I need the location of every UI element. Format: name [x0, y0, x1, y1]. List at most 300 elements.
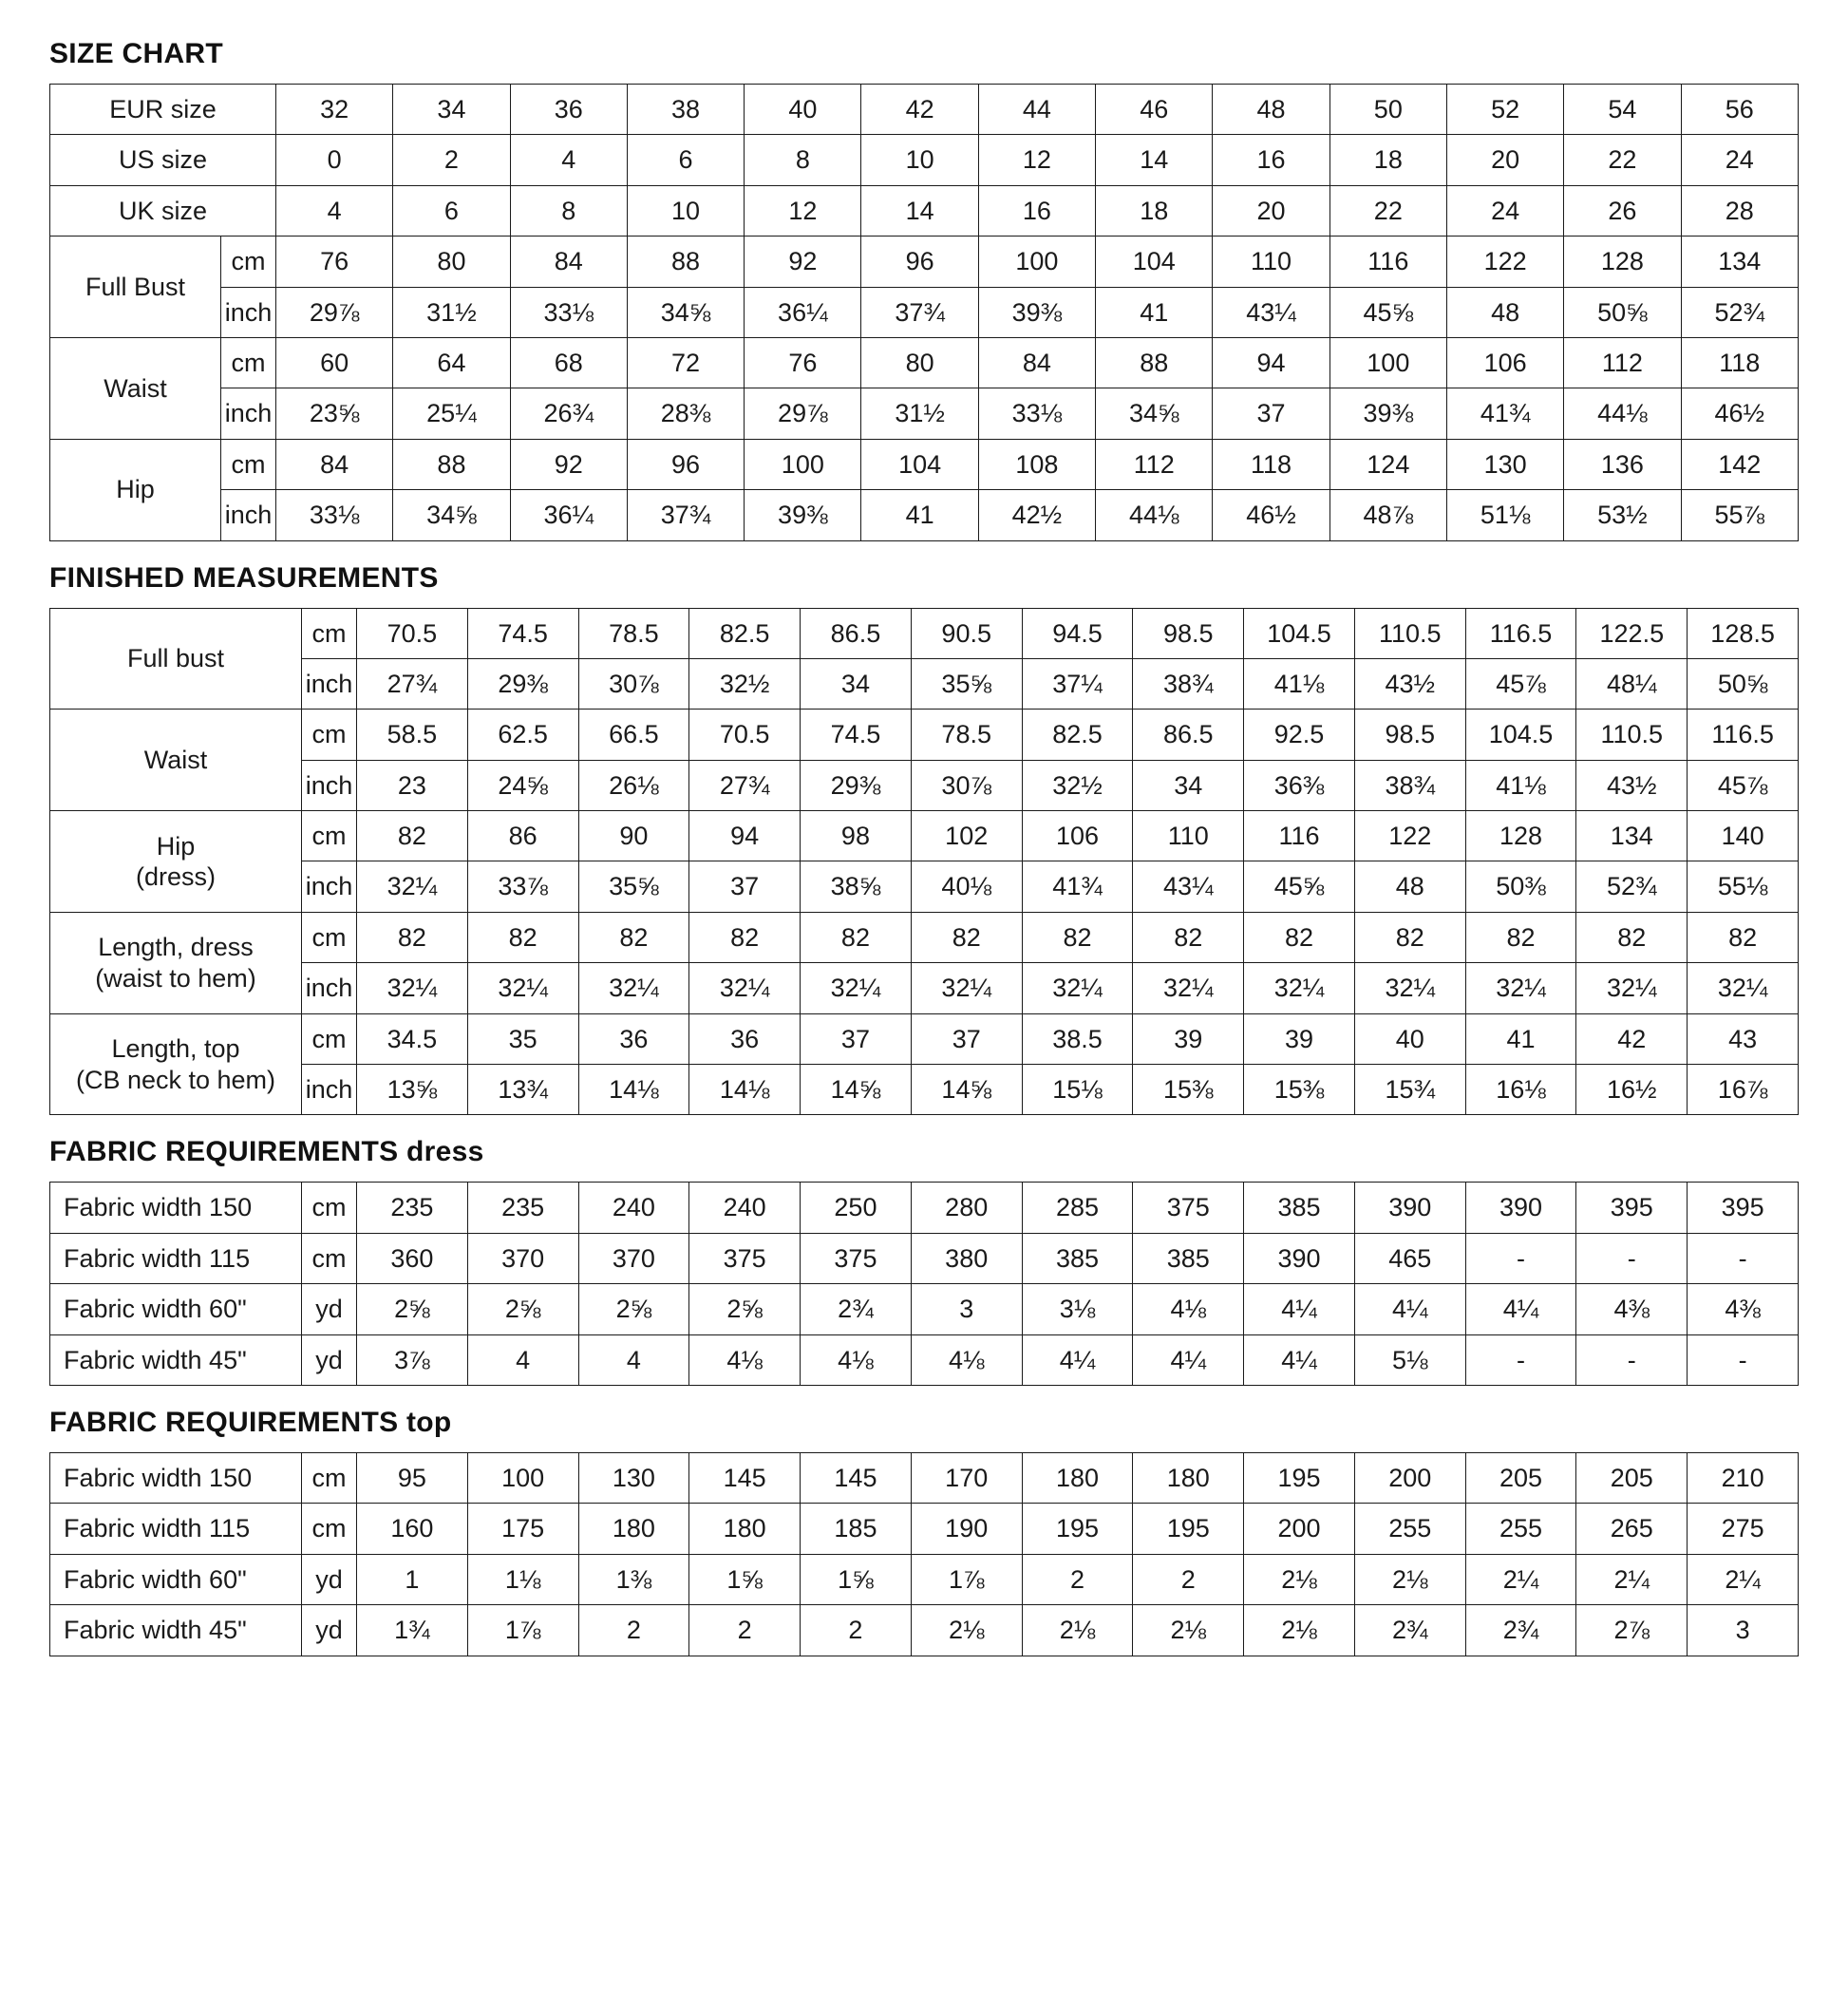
cell: 104.5 [1244, 608, 1355, 658]
cell: 40 [745, 85, 861, 135]
section-title-finished-measurements: FINISHED MEASUREMENTS [49, 561, 439, 594]
cell: 142 [1681, 439, 1798, 489]
table-row [50, 1233, 1799, 1283]
cell: 102 [911, 811, 1022, 861]
cell: 74.5 [801, 710, 912, 760]
cell: 2¼ [1688, 1554, 1799, 1604]
cell: 2⅝ [689, 1284, 801, 1334]
cell: 200 [1354, 1452, 1465, 1503]
cell: 24⅝ [467, 760, 578, 810]
section-title-fabric-top: FABRIC REQUIREMENTS top [49, 1406, 452, 1438]
cell: 82 [357, 912, 468, 962]
cell: 48 [1446, 287, 1563, 337]
cell: 39 [1244, 1013, 1355, 1064]
cell: 32¼ [1688, 963, 1799, 1013]
row-unit: cm [302, 912, 357, 962]
cell: 32¼ [1133, 963, 1244, 1013]
cell: 46 [1096, 85, 1213, 135]
row-unit: cm [221, 237, 276, 287]
cell: 210 [1688, 1452, 1799, 1503]
cell: 250 [801, 1183, 912, 1233]
cell: 116.5 [1688, 710, 1799, 760]
cell: 32¼ [1244, 963, 1355, 1013]
cell: - [1688, 1233, 1799, 1283]
cell: 80 [393, 237, 510, 287]
cell: 134 [1681, 237, 1798, 287]
cell: 52¾ [1576, 861, 1688, 912]
cell: 35 [467, 1013, 578, 1064]
cell: 1¾ [357, 1605, 468, 1656]
row-label: Waist [50, 337, 221, 439]
cell: 27¾ [689, 760, 801, 810]
cell: 31½ [393, 287, 510, 337]
cell: 39⅜ [745, 490, 861, 540]
cell: 86.5 [1133, 710, 1244, 760]
cell: 34 [801, 658, 912, 709]
table-row [50, 1065, 1799, 1115]
cell: 2 [1133, 1554, 1244, 1604]
cell: 112 [1564, 337, 1681, 388]
row-unit: cm [302, 811, 357, 861]
row-unit: inch [302, 1065, 357, 1115]
cell: 42 [861, 85, 978, 135]
cell: 130 [1446, 439, 1563, 489]
cell: 16⅛ [1465, 1065, 1576, 1115]
cell: 41 [1465, 1013, 1576, 1064]
table-row [50, 1013, 1799, 1064]
table-row [50, 185, 1799, 236]
cell: 28 [1681, 185, 1798, 236]
cell: 160 [357, 1504, 468, 1554]
cell: 100 [978, 237, 1095, 287]
cell: 390 [1354, 1183, 1465, 1233]
cell: 42½ [978, 490, 1095, 540]
cell: 23⅝ [276, 388, 393, 439]
cell: 110.5 [1576, 710, 1688, 760]
cell: 3⅛ [1022, 1284, 1133, 1334]
cell: 2 [689, 1605, 801, 1656]
row-unit: inch [302, 760, 357, 810]
cell: 275 [1688, 1504, 1799, 1554]
cell: 116 [1329, 237, 1446, 287]
cell: 34.5 [357, 1013, 468, 1064]
row-label: Fabric width 60" [50, 1284, 302, 1334]
cell: 32¼ [357, 963, 468, 1013]
cell: 39 [1133, 1013, 1244, 1064]
cell: 22 [1329, 185, 1446, 236]
cell: 32¼ [801, 963, 912, 1013]
row-unit: cm [302, 1013, 357, 1064]
row-unit: inch [302, 658, 357, 709]
cell: 96 [627, 439, 744, 489]
cell: 1⅛ [467, 1554, 578, 1604]
row-unit: yd [302, 1334, 357, 1385]
cell: 38.5 [1022, 1013, 1133, 1064]
cell: 30⅞ [578, 658, 689, 709]
cell: 39⅜ [978, 287, 1095, 337]
cell: 205 [1576, 1452, 1688, 1503]
row-label: Hip [50, 439, 221, 540]
cell: 34 [393, 85, 510, 135]
cell: 36¼ [745, 287, 861, 337]
row-label: Length, top (CB neck to hem) [50, 1013, 302, 1115]
cell: 32¼ [1022, 963, 1133, 1013]
cell: 55⅞ [1681, 490, 1798, 540]
cell: 23 [357, 760, 468, 810]
cell: 255 [1465, 1504, 1576, 1554]
cell: 43½ [1354, 658, 1465, 709]
cell: 118 [1681, 337, 1798, 388]
cell: 27¾ [357, 658, 468, 709]
cell: 185 [801, 1504, 912, 1554]
cell: 33⅞ [467, 861, 578, 912]
cell: 2¾ [1465, 1605, 1576, 1656]
cell: 370 [467, 1233, 578, 1283]
cell: 41 [861, 490, 978, 540]
cell: 82 [357, 811, 468, 861]
table-row [50, 135, 1799, 185]
cell: 360 [357, 1233, 468, 1283]
cell: 122.5 [1576, 608, 1688, 658]
cell: 40 [1354, 1013, 1465, 1064]
cell: 4⅛ [801, 1334, 912, 1385]
cell: 36⅜ [1244, 760, 1355, 810]
cell: 2¾ [1354, 1605, 1465, 1656]
cell: 50⅜ [1465, 861, 1576, 912]
table-fabric-top [49, 1452, 1799, 1656]
cell: 24 [1681, 135, 1798, 185]
row-unit: inch [221, 490, 276, 540]
cell: 44⅛ [1096, 490, 1213, 540]
cell: 82 [578, 912, 689, 962]
cell: 82.5 [1022, 710, 1133, 760]
row-unit: cm [302, 710, 357, 760]
table-row [50, 388, 1799, 439]
cell: 106 [1022, 811, 1133, 861]
cell: 2 [801, 1605, 912, 1656]
cell: 108 [978, 439, 1095, 489]
cell: 385 [1244, 1183, 1355, 1233]
cell: 15⅜ [1133, 1065, 1244, 1115]
cell: 2⅛ [1022, 1605, 1133, 1656]
cell: 46½ [1681, 388, 1798, 439]
cell: 4 [467, 1334, 578, 1385]
cell: 82 [1244, 912, 1355, 962]
cell: 94 [689, 811, 801, 861]
cell: 48 [1213, 85, 1329, 135]
row-unit: cm [221, 337, 276, 388]
cell: 3 [911, 1284, 1022, 1334]
cell: 41¾ [1022, 861, 1133, 912]
row-label: Waist [50, 710, 302, 811]
table-size-chart [49, 84, 1799, 541]
cell: 50 [1329, 85, 1446, 135]
cell: 2⅛ [1133, 1605, 1244, 1656]
cell: 4¼ [1244, 1334, 1355, 1385]
cell: 82 [1688, 912, 1799, 962]
cell: 78.5 [578, 608, 689, 658]
cell: 16⅞ [1688, 1065, 1799, 1115]
table-row [50, 760, 1799, 810]
cell: 94 [1213, 337, 1329, 388]
row-label: Fabric width 45" [50, 1605, 302, 1656]
cell: 100 [1329, 337, 1446, 388]
cell: 40⅛ [911, 861, 1022, 912]
cell: 22 [1564, 135, 1681, 185]
cell: 37¼ [1022, 658, 1133, 709]
cell: 32¼ [357, 861, 468, 912]
row-unit: inch [221, 388, 276, 439]
cell: 205 [1465, 1452, 1576, 1503]
cell: 14⅛ [689, 1065, 801, 1115]
cell: 20 [1446, 135, 1563, 185]
table-row [50, 439, 1799, 489]
cell: 240 [578, 1183, 689, 1233]
cell: 32¼ [689, 963, 801, 1013]
cell: 4 [578, 1334, 689, 1385]
row-label: Fabric width 150 [50, 1452, 302, 1503]
row-label: Fabric width 115 [50, 1233, 302, 1283]
cell: 82.5 [689, 608, 801, 658]
cell: 78.5 [911, 710, 1022, 760]
cell: 395 [1688, 1183, 1799, 1233]
cell: 82 [467, 912, 578, 962]
cell: 58.5 [357, 710, 468, 760]
cell: 15⅛ [1022, 1065, 1133, 1115]
cell: 4 [276, 185, 393, 236]
cell: 29⅞ [276, 287, 393, 337]
cell: 64 [393, 337, 510, 388]
cell: 265 [1576, 1504, 1688, 1554]
cell: 38¾ [1133, 658, 1244, 709]
cell: 140 [1688, 811, 1799, 861]
cell: 33⅛ [276, 490, 393, 540]
cell: 86 [467, 811, 578, 861]
cell: 2¼ [1465, 1554, 1576, 1604]
table-row [50, 861, 1799, 912]
cell: 96 [861, 237, 978, 287]
cell: 3 [1688, 1605, 1799, 1656]
cell: 70.5 [689, 710, 801, 760]
cell: 43 [1688, 1013, 1799, 1064]
cell: 14⅝ [801, 1065, 912, 1115]
cell: 4¼ [1022, 1334, 1133, 1385]
row-unit: cm [302, 608, 357, 658]
row-unit: cm [302, 1504, 357, 1554]
table-row [50, 1452, 1799, 1503]
row-label: Fabric width 115 [50, 1504, 302, 1554]
cell: 36 [510, 85, 627, 135]
cell: 24 [1446, 185, 1563, 236]
cell: 44 [978, 85, 1095, 135]
cell: 33⅛ [978, 388, 1095, 439]
cell: 32¼ [1576, 963, 1688, 1013]
cell: 32¼ [1465, 963, 1576, 1013]
cell: 390 [1244, 1233, 1355, 1283]
cell: 116 [1244, 811, 1355, 861]
cell: 32¼ [467, 963, 578, 1013]
cell: 15¾ [1354, 1065, 1465, 1115]
cell: 2⅛ [1244, 1605, 1355, 1656]
cell: 13¾ [467, 1065, 578, 1115]
cell: 32¼ [578, 963, 689, 1013]
cell: 2⅛ [1244, 1554, 1355, 1604]
cell: 190 [911, 1504, 1022, 1554]
row-unit: cm [302, 1233, 357, 1283]
cell: 1 [357, 1554, 468, 1604]
cell: 32¼ [911, 963, 1022, 1013]
cell: 195 [1244, 1452, 1355, 1503]
table-row [50, 490, 1799, 540]
section-title-size-chart: SIZE CHART [49, 38, 223, 69]
cell: 18 [1096, 185, 1213, 236]
cell: 255 [1354, 1504, 1465, 1554]
cell: 82 [689, 912, 801, 962]
row-unit: yd [302, 1605, 357, 1656]
cell: 235 [357, 1183, 468, 1233]
cell: 4⅛ [1133, 1284, 1244, 1334]
cell: 35⅝ [578, 861, 689, 912]
cell: - [1465, 1334, 1576, 1385]
cell: 385 [1133, 1233, 1244, 1283]
cell: 80 [861, 337, 978, 388]
cell: 70.5 [357, 608, 468, 658]
cell: 128.5 [1688, 608, 1799, 658]
cell: 26 [1564, 185, 1681, 236]
table-row [50, 1554, 1799, 1604]
cell: 82 [1022, 912, 1133, 962]
cell: 375 [801, 1233, 912, 1283]
cell: 95 [357, 1452, 468, 1503]
cell: 6 [393, 185, 510, 236]
cell: 37 [801, 1013, 912, 1064]
cell: 2⅝ [467, 1284, 578, 1334]
table-row [50, 1183, 1799, 1233]
section-size-chart [49, 38, 1799, 541]
section-fabric-requirements-top [49, 1407, 1799, 1656]
cell: 56 [1681, 85, 1798, 135]
cell: 4⅜ [1688, 1284, 1799, 1334]
cell: 375 [689, 1233, 801, 1283]
cell: 29⅜ [467, 658, 578, 709]
cell: 14⅝ [911, 1065, 1022, 1115]
cell: 92 [510, 439, 627, 489]
cell: 2¼ [1576, 1554, 1688, 1604]
cell: 110 [1133, 811, 1244, 861]
cell: 90.5 [911, 608, 1022, 658]
cell: 60 [276, 337, 393, 388]
cell: 45⅝ [1244, 861, 1355, 912]
cell: 4⅜ [1576, 1284, 1688, 1334]
cell: 51⅛ [1446, 490, 1563, 540]
row-unit: inch [302, 963, 357, 1013]
cell: 36¼ [510, 490, 627, 540]
cell: 15⅜ [1244, 1065, 1355, 1115]
cell: 50⅝ [1688, 658, 1799, 709]
cell: - [1576, 1233, 1688, 1283]
cell: 280 [911, 1183, 1022, 1233]
cell: 26⅛ [578, 760, 689, 810]
cell: 380 [911, 1233, 1022, 1283]
row-unit: inch [221, 287, 276, 337]
cell: 37 [689, 861, 801, 912]
cell: 31½ [861, 388, 978, 439]
cell: 38¾ [1354, 760, 1465, 810]
cell: 112 [1096, 439, 1213, 489]
cell: 88 [393, 439, 510, 489]
table-row [50, 287, 1799, 337]
table-row [50, 1284, 1799, 1334]
cell: 52¾ [1681, 287, 1798, 337]
cell: 235 [467, 1183, 578, 1233]
cell: 6 [627, 135, 744, 185]
section-fabric-requirements-dress [49, 1136, 1799, 1386]
cell: 4¼ [1244, 1284, 1355, 1334]
cell: 145 [689, 1452, 801, 1503]
table-fabric-dress [49, 1182, 1799, 1386]
cell: 2⅝ [357, 1284, 468, 1334]
cell: 29⅞ [745, 388, 861, 439]
cell: 37¾ [861, 287, 978, 337]
cell: 8 [510, 185, 627, 236]
cell: 88 [627, 237, 744, 287]
table-row [50, 963, 1799, 1013]
cell: 2 [578, 1605, 689, 1656]
cell: 74.5 [467, 608, 578, 658]
cell: 128 [1564, 237, 1681, 287]
cell: 34⅝ [393, 490, 510, 540]
cell: 1⅞ [911, 1554, 1022, 1604]
cell: 32 [276, 85, 393, 135]
cell: 0 [276, 135, 393, 185]
cell: 94.5 [1022, 608, 1133, 658]
cell: 76 [276, 237, 393, 287]
cell: 4¼ [1354, 1284, 1465, 1334]
cell: 1⅞ [467, 1605, 578, 1656]
cell: 82 [1133, 912, 1244, 962]
cell: 180 [1133, 1452, 1244, 1503]
cell: 35⅝ [911, 658, 1022, 709]
cell: - [1465, 1233, 1576, 1283]
cell: 68 [510, 337, 627, 388]
cell: 3⅞ [357, 1334, 468, 1385]
cell: 1⅜ [578, 1554, 689, 1604]
cell: 76 [745, 337, 861, 388]
table-row [50, 608, 1799, 658]
cell: 14 [1096, 135, 1213, 185]
cell: 130 [578, 1452, 689, 1503]
cell: 106 [1446, 337, 1563, 388]
row-label: Fabric width 150 [50, 1183, 302, 1233]
row-unit: cm [302, 1183, 357, 1233]
cell: 180 [578, 1504, 689, 1554]
cell: 104 [861, 439, 978, 489]
cell: 13⅝ [357, 1065, 468, 1115]
cell: 92.5 [1244, 710, 1355, 760]
cell: 84 [510, 237, 627, 287]
cell: 29⅜ [801, 760, 912, 810]
row-unit: cm [302, 1452, 357, 1503]
cell: 52 [1446, 85, 1563, 135]
cell: 2 [393, 135, 510, 185]
cell: 41⅛ [1244, 658, 1355, 709]
cell: 41 [1096, 287, 1213, 337]
table-row [50, 811, 1799, 861]
cell: 43¼ [1133, 861, 1244, 912]
cell: 92 [745, 237, 861, 287]
cell: 34⅝ [627, 287, 744, 337]
cell: 200 [1244, 1504, 1355, 1554]
